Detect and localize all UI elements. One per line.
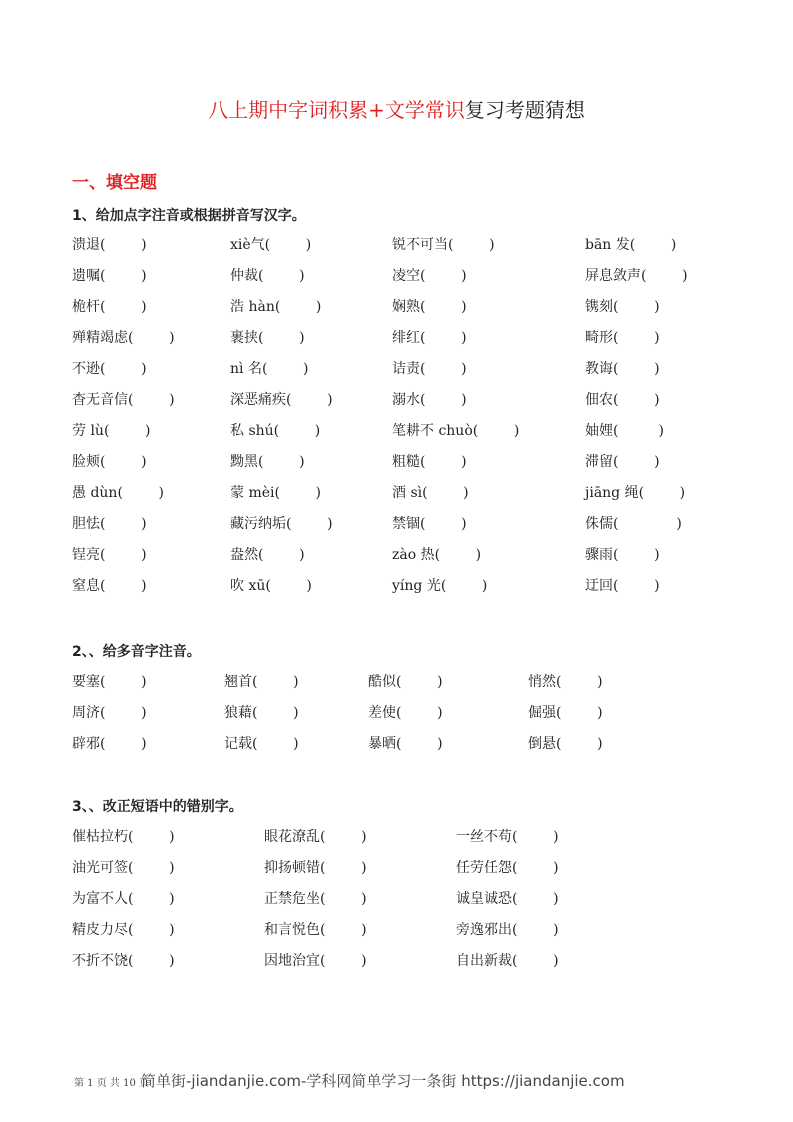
exercise-item: 差使( )	[368, 705, 443, 721]
exercise-item: 畸形( )	[585, 330, 660, 346]
title-black-part: 复习考题猜想	[464, 98, 585, 122]
exercise-item: 眼花潦乱( )	[264, 829, 367, 845]
exercise-item: 滞留( )	[585, 454, 660, 470]
exercise-item: 不折不饶( )	[72, 953, 175, 969]
exercise-item: 裹挟( )	[230, 330, 305, 346]
watermark: 简单街-jiandanjie.com-学科网简单学习一条街 https://jiandanjie.com	[140, 1072, 625, 1090]
exercise-item: 桅杆( )	[72, 299, 147, 315]
exercise-item: 盎然( )	[230, 547, 305, 563]
exercise-item: 锐不可当( )	[392, 237, 495, 253]
exercise-item: 记载( )	[224, 736, 299, 752]
exercise-item: 因地治宜( )	[264, 953, 367, 969]
exercise-item: 妯娌( )	[585, 423, 664, 439]
question-3-heading: 3、、改正短语中的错别字。	[72, 799, 243, 815]
exercise-item: 深恶痛疾( )	[230, 392, 333, 408]
exercise-item: 杳无音信( )	[72, 392, 175, 408]
title-red-part: 八上期中字词积累+文学常识	[208, 98, 465, 122]
exercise-item: bān 发( )	[585, 237, 677, 253]
exercise-item: 酷似( )	[368, 674, 443, 690]
exercise-item: 油光可签( )	[72, 860, 175, 876]
exercise-item: 藏污纳垢( )	[230, 516, 333, 532]
exercise-item: 旁逸邪出( )	[456, 922, 559, 938]
exercise-item: 溺水( )	[392, 392, 467, 408]
exercise-item: 正禁危坐( )	[264, 891, 367, 907]
exercise-item: 辟邪( )	[72, 736, 147, 752]
exercise-item: 殚精竭虑( )	[72, 330, 175, 346]
exercise-item: xiè气( )	[230, 237, 312, 253]
exercise-item: 娴熟( )	[392, 299, 467, 315]
exercise-item: 诚皇诚恐( )	[456, 891, 559, 907]
exercise-item: 私 shú( )	[230, 423, 321, 439]
exercise-item: 凌空( )	[392, 268, 467, 284]
exercise-item: 溃退( )	[72, 237, 147, 253]
exercise-item: 催枯拉朽( )	[72, 829, 175, 845]
exercise-item: 侏儒( )	[585, 516, 682, 532]
exercise-item: 诘责( )	[392, 361, 467, 377]
exercise-item: 教诲( )	[585, 361, 660, 377]
exercise-item: 一丝不苟( )	[456, 829, 559, 845]
section-heading: 一、填空题	[72, 173, 157, 193]
exercise-item: 任劳任怨( )	[456, 860, 559, 876]
exercise-item: 精皮力尽( )	[72, 922, 175, 938]
exercise-item: 镌刻( )	[585, 299, 660, 315]
exercise-item: 禁锢( )	[392, 516, 467, 532]
exercise-item: 佃农( )	[585, 392, 660, 408]
page-footer	[74, 1070, 625, 1091]
exercise-item: 狼藉( )	[224, 705, 299, 721]
exercise-item: 胆怯( )	[72, 516, 147, 532]
question-1-heading: 1、给加点字注音或根据拼音写汉字。	[72, 208, 306, 224]
exercise-item: 抑扬顿错( )	[264, 860, 367, 876]
exercise-item: 屏息敛声( )	[585, 268, 688, 284]
exercise-item: 和言悦色( )	[264, 922, 367, 938]
exercise-item: 悄然( )	[528, 674, 603, 690]
exercise-item: 翘首( )	[224, 674, 299, 690]
exercise-item: 粗糙( )	[392, 454, 467, 470]
exercise-item: 不逊( )	[72, 361, 147, 377]
document-title	[0, 94, 793, 123]
exercise-item: 锃亮( )	[72, 547, 147, 563]
exercise-item: 骤雨( )	[585, 547, 660, 563]
exercise-item: 浩 hàn( )	[230, 299, 322, 315]
exercise-item: 遗嘱( )	[72, 268, 147, 284]
exercise-item: nì 名( )	[230, 361, 309, 377]
exercise-item: 暴晒( )	[368, 736, 443, 752]
exercise-item: 劳 lù( )	[72, 423, 151, 439]
exercise-item: yíng 光( )	[392, 578, 488, 594]
exercise-item: 倒悬( )	[528, 736, 603, 752]
exercise-item: 窒息( )	[72, 578, 147, 594]
page-number: 第 1 页 共 10 页	[74, 1078, 149, 1089]
exercise-item: 吹 xū( )	[230, 578, 312, 594]
exercise-item: 为富不人( )	[72, 891, 175, 907]
exercise-item: 蒙 mèi( )	[230, 485, 322, 501]
exercise-item: 脸颊( )	[72, 454, 147, 470]
exercise-item: 要塞( )	[72, 674, 147, 690]
exercise-item: zào 热( )	[392, 547, 482, 563]
exercise-item: 周济( )	[72, 705, 147, 721]
exercise-item: 愚 dùn( )	[72, 485, 164, 501]
exercise-item: 仲裁( )	[230, 268, 305, 284]
question-2-heading: 2、、给多音字注音。	[72, 644, 201, 660]
exercise-item: 笔耕不 chuò( )	[392, 423, 520, 439]
exercise-item: 黝黑( )	[230, 454, 305, 470]
exercise-item: 酒 sì( )	[392, 485, 469, 501]
exercise-item: 绯红( )	[392, 330, 467, 346]
exercise-item: jiāng 绳( )	[585, 485, 686, 501]
exercise-item: 倔强( )	[528, 705, 603, 721]
exercise-item: 迂回( )	[585, 578, 660, 594]
exercise-item: 自出新裁( )	[456, 953, 559, 969]
